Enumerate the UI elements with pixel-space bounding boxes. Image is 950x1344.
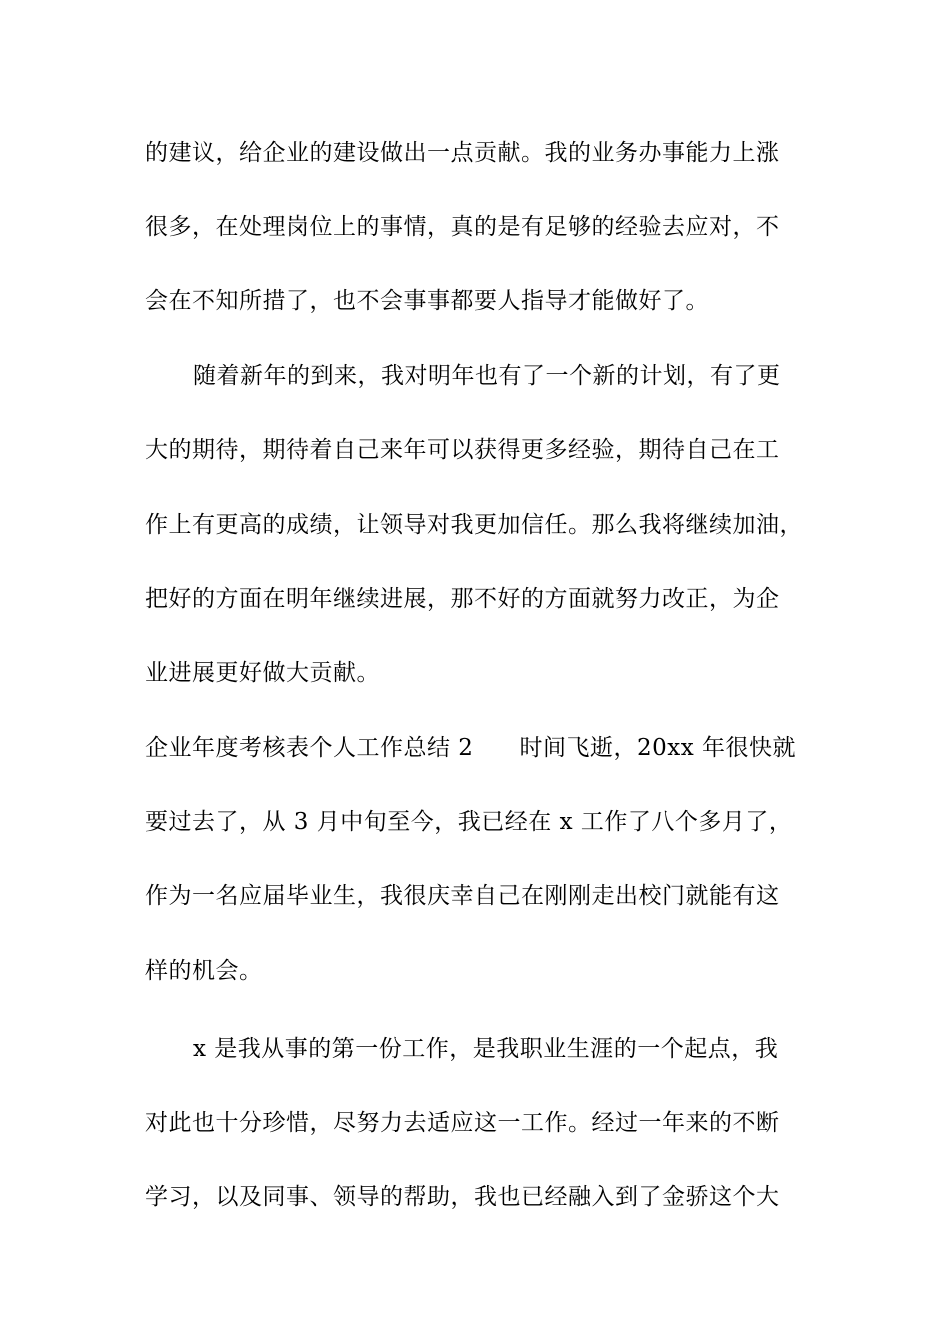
text-line: 的建议，给企业的建设做出一点贡献。我的业务办事能力上涨 [145, 140, 780, 166]
text-line: x 是我从事的第一份工作，是我职业生涯的一个起点，我 [193, 1036, 779, 1062]
text-line: 要过去了，从 3 月中旬至今，我已经在 x 工作了八个多月了， [145, 809, 793, 835]
section-heading: 企业年度考核表个人工作总结 2 [145, 735, 474, 761]
text-line: 把好的方面在明年继续进展，那不好的方面就努力改正，为企 [145, 586, 780, 612]
text-line: 对此也十分珍惜，尽努力去适应这一工作。经过一年来的不断 [145, 1110, 780, 1136]
text-line: 业进展更好做大贡献。 [145, 660, 380, 686]
text-line: 作上有更高的成绩，让领导对我更加信任。那么我将继续加油， [145, 512, 803, 538]
text-line: 学习，以及同事、领导的帮助，我也已经融入到了金骄这个大 [145, 1184, 780, 1210]
section-heading-line [145, 733, 835, 763]
text-line: 会在不知所措了，也不会事事都要人指导才能做好了。 [145, 288, 709, 314]
text-line: 样的机会。 [145, 958, 263, 984]
text-line: 大的期待，期待着自己来年可以获得更多经验，期待自己在工 [145, 437, 780, 463]
text-line: 作为一名应届毕业生，我很庆幸自己在刚刚走出校门就能有这 [145, 883, 780, 909]
text-line: 随着新年的到来，我对明年也有了一个新的计划，有了更 [193, 363, 781, 389]
text-line: 很多，在处理岗位上的事情，真的是有足够的经验去应对，不 [145, 214, 780, 240]
text-fragment: 时间飞逝，20xx 年很快就 [519, 735, 796, 761]
